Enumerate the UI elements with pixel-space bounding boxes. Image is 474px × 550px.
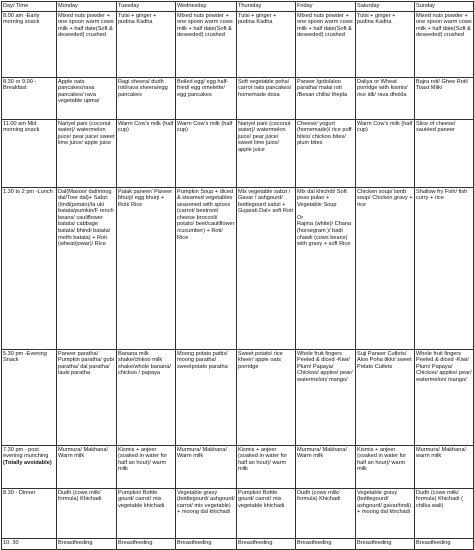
header-cell: Monday — [57, 2, 117, 12]
meal-cell: Breastfeeding — [57, 539, 117, 550]
header-cell: Friday — [296, 2, 356, 12]
meal-cell: Vegetable gravy (bottlegourd/ ashgourd/ gavar/tindi) + moong dal khichadi — [356, 489, 415, 539]
meal-cell: Pumpkin/ Bottle gourd/ carrot/ mix vegetable khichadi — [237, 489, 296, 539]
meal-cell: Mix vegetable sabzi / Gavar / ashgourd/ bottlegourd sabzi + Gujarati Dal+ soft Roti — [237, 188, 296, 350]
meal-cell: Warm Cow's milk (half cup) — [356, 120, 415, 188]
meal-cell: Sweet potato/ rice kheer/ apple oats porridge — [237, 350, 296, 446]
time-note: (Totally avoidable) — [3, 459, 52, 466]
meal-cell: Breastfeeding — [237, 539, 296, 550]
meal-cell: Pumpkin/ Bottle gourd/ carrot/ mix vegetable khichadi — [117, 489, 176, 539]
time-cell — [2, 350, 57, 446]
meal-cell: Tulsi + ginger + pudina Kadha — [356, 12, 415, 78]
meal-cell: Dudh (cows milk/ formula) Khichadi — [296, 489, 356, 539]
time-cell — [2, 120, 57, 188]
meal-cell: Soft vegetable poha/ carrot oats pancakes/ homemade dosa — [237, 78, 296, 120]
time-label: 10. 30 — [3, 539, 19, 546]
meal-cell: Kismis + anjeer (soaked in water for half an hour)/ warm milk — [237, 446, 296, 489]
meal-cell: Daliya or Wheat porridge with kismis/ rice idli/ rava dhokla — [356, 78, 415, 120]
meal-cell: Paneer /gobi/aloo paratha/ malai roti /Besan chilla/ thepla — [296, 78, 356, 120]
meal-cell: Ragi sheera/ dudh roti/rava sheera/egg pancakes — [117, 78, 176, 120]
time-label: 11.00 am Mid morning snack — [3, 120, 40, 134]
table-row — [2, 489, 474, 539]
meal-cell: Mixed nuts powder + one spoon warm cows milk + half date(Soft & deseeded) crushed — [57, 12, 117, 78]
table-row — [2, 188, 474, 350]
time-cell — [2, 188, 57, 350]
meal-cell: Pumpkin Soup + diced & steamed vegetables seasoned with spices (carrot/ beetroot/ cheese broccoli/ potato/ beet/cauliflower /cucumber) + Roti/ Rice — [176, 188, 237, 350]
time-label: 8.30 - Dinner — [3, 489, 36, 496]
meal-cell: Chicken soup/ lamb soup/ Chicken gravy + rice — [356, 188, 415, 350]
meal-cell: Paneer paratha/ Pumpkin paratha/ gobi paratha/ dal paratha/ lauki paratha — [57, 350, 117, 446]
table-row — [2, 12, 474, 78]
meal-cell: Slice of cheese/ sautéed paneer — [415, 120, 474, 188]
meal-cell: Breastfeeding — [296, 539, 356, 550]
time-cell — [2, 539, 57, 550]
time-cell — [2, 446, 57, 489]
meal-cell: Nariyel pani (coconut water)/ watermelon juice/ pear juice/ sweet lime juice/ apple juice — [57, 120, 117, 188]
header-cell: Wednesday — [176, 2, 237, 12]
time-label: 1.30 to 2 pm -Lunch — [3, 188, 53, 195]
meal-cell: Murmura/ Makhana/ Warm milk — [176, 446, 237, 489]
table-row — [2, 446, 474, 489]
table-row — [2, 539, 474, 550]
header-cell: Saturday — [356, 2, 415, 12]
header-cell: Sunday — [415, 2, 474, 12]
time-cell — [2, 78, 57, 120]
meal-cell: Dudh (cows milk/ formula) Khichadi ( chilka wali) — [415, 489, 474, 539]
meal-cell: Apple oats pancakes/rava pancakes/ rava vegetable upma/ — [57, 78, 117, 120]
header-cell: Thursday — [237, 2, 296, 12]
meal-cell: Kismis + anjeer (soaked in water for half an hour)/ warm milk — [117, 446, 176, 489]
time-label: 7.30 pm - post evening munching — [3, 446, 49, 460]
meal-cell: Breastfeeding — [176, 539, 237, 550]
meal-cell: Cheese/ yogurt (homemade)/ rice puff bites/ chickoo bites/ plum bites — [296, 120, 356, 188]
meal-cell: Boiled egg/ egg half-fried/ egg omelette/ egg pancakes — [176, 78, 237, 120]
meal-plan-table — [1, 1, 474, 550]
meal-cell: Warm Cow's milk (half cup) — [117, 120, 176, 188]
meal-cell: Whole fruit fingers Peeled & diced -Kiwi/ Plum/ Papaya/ Chickoo/ apples/ pear/ watermelon/ mango/ — [296, 350, 356, 446]
meal-cell: Breastfeeding — [356, 539, 415, 550]
meal-cell: Dal(Masoor dal/moog dal/Toor dal)+ Sabzi (tindi(potato)/la uki batata/pumkin/F rench beans/ cauliflower batata/ cabbage batata/ bhindi batata/ methi batata) + Roti (wheat/jowar)/ Rice — [57, 188, 117, 350]
meal-cell: Mixed nuts powder + one spoon warm cows milk + half date(Soft & deseeded) crushed — [176, 12, 237, 78]
meal-cell: Banana milk shake/chikoo milk shake/whole banana/ chickoo / papaya — [117, 350, 176, 446]
time-label: 8.00 am -Early morning snack — [3, 12, 40, 26]
meal-cell: Palak paneer/ Paneer bhurji/ egg bhurji + Roti/ Rice — [117, 188, 176, 350]
meal-cell: Murmura/ Makhana/ warm milk — [415, 446, 474, 489]
meal-cell: Whole fruit fingers Peeled & diced -Kiwi/ Plum/ Papaya/ Chickoo/ apples/ pear/ watermelon/ mango/ — [415, 350, 474, 446]
meal-cell: Suji Paneer Cutlets/ Aloo Poha tikki/ sweet Potato Cutlets — [356, 350, 415, 446]
table-body — [2, 12, 474, 550]
meal-cell: Vegetable gravy (bottlegourd/ ashgourd/ carrot/ mix vegetable) + moong dal khichadi — [176, 489, 237, 539]
table-row — [2, 350, 474, 446]
meal-cell: Warm Cow's milk (half cup) — [176, 120, 237, 188]
meal-cell: Kismis + anjeer (soaked in water for half an hour)/ warm milk — [356, 446, 415, 489]
time-cell — [2, 12, 57, 78]
meal-cell: Mixed nuts powder + one spoon warm cows milk + half date(Soft & deseeded) crushed — [296, 12, 356, 78]
meal-cell: Murmura/ Makhana/ Warm milk — [57, 446, 117, 489]
meal-cell: Dudh (cows milk/ formula) Khichadi — [57, 489, 117, 539]
meal-cell: Shallow fry Fish/ fish curry + rice — [415, 188, 474, 350]
header-cell: Tuesday — [117, 2, 176, 12]
time-label: 5.30 pm -Evening Snack — [3, 350, 47, 364]
header-row — [2, 2, 474, 12]
meal-cell: Breastfeeding — [117, 539, 176, 550]
meal-cell: Tulsi + ginger + pudina Kadha — [117, 12, 176, 78]
meal-cell: Nariyel pani (coconut water)/ watermelon juice/ pear juice/ sweet lime juice/ apple juice — [237, 120, 296, 188]
meal-cell: Murmura/ Makhana/ Warm milk — [296, 446, 356, 489]
meal-cell: Tulsi + ginger + pudina Kadha — [237, 12, 296, 78]
time-cell — [2, 489, 57, 539]
meal-cell: Moong potato pattis/ moong paratha/ sweetpotato paratha — [176, 350, 237, 446]
meal-cell: Mixed nuts powder + one spoon warm cows milk + half date(Soft & deseeded) crushed — [415, 12, 474, 78]
time-label: 8.30 or 9.00 -Breakfast — [3, 78, 37, 92]
meal-cell: Bajra roti/ Ghee Roti/ Toast Milk/ — [415, 78, 474, 120]
meal-cell: Mix dal khichdi/ Soft peas pulao + Vegetable Soup Or Rajma (white)/ Chana (horsegram )/ badi chawli (cows beans) with gravy + soft Rice — [296, 188, 356, 350]
header-cell: Day/ Time — [2, 2, 57, 12]
table-row — [2, 120, 474, 188]
meal-cell: Breastfeeding — [415, 539, 474, 550]
table-row — [2, 78, 474, 120]
